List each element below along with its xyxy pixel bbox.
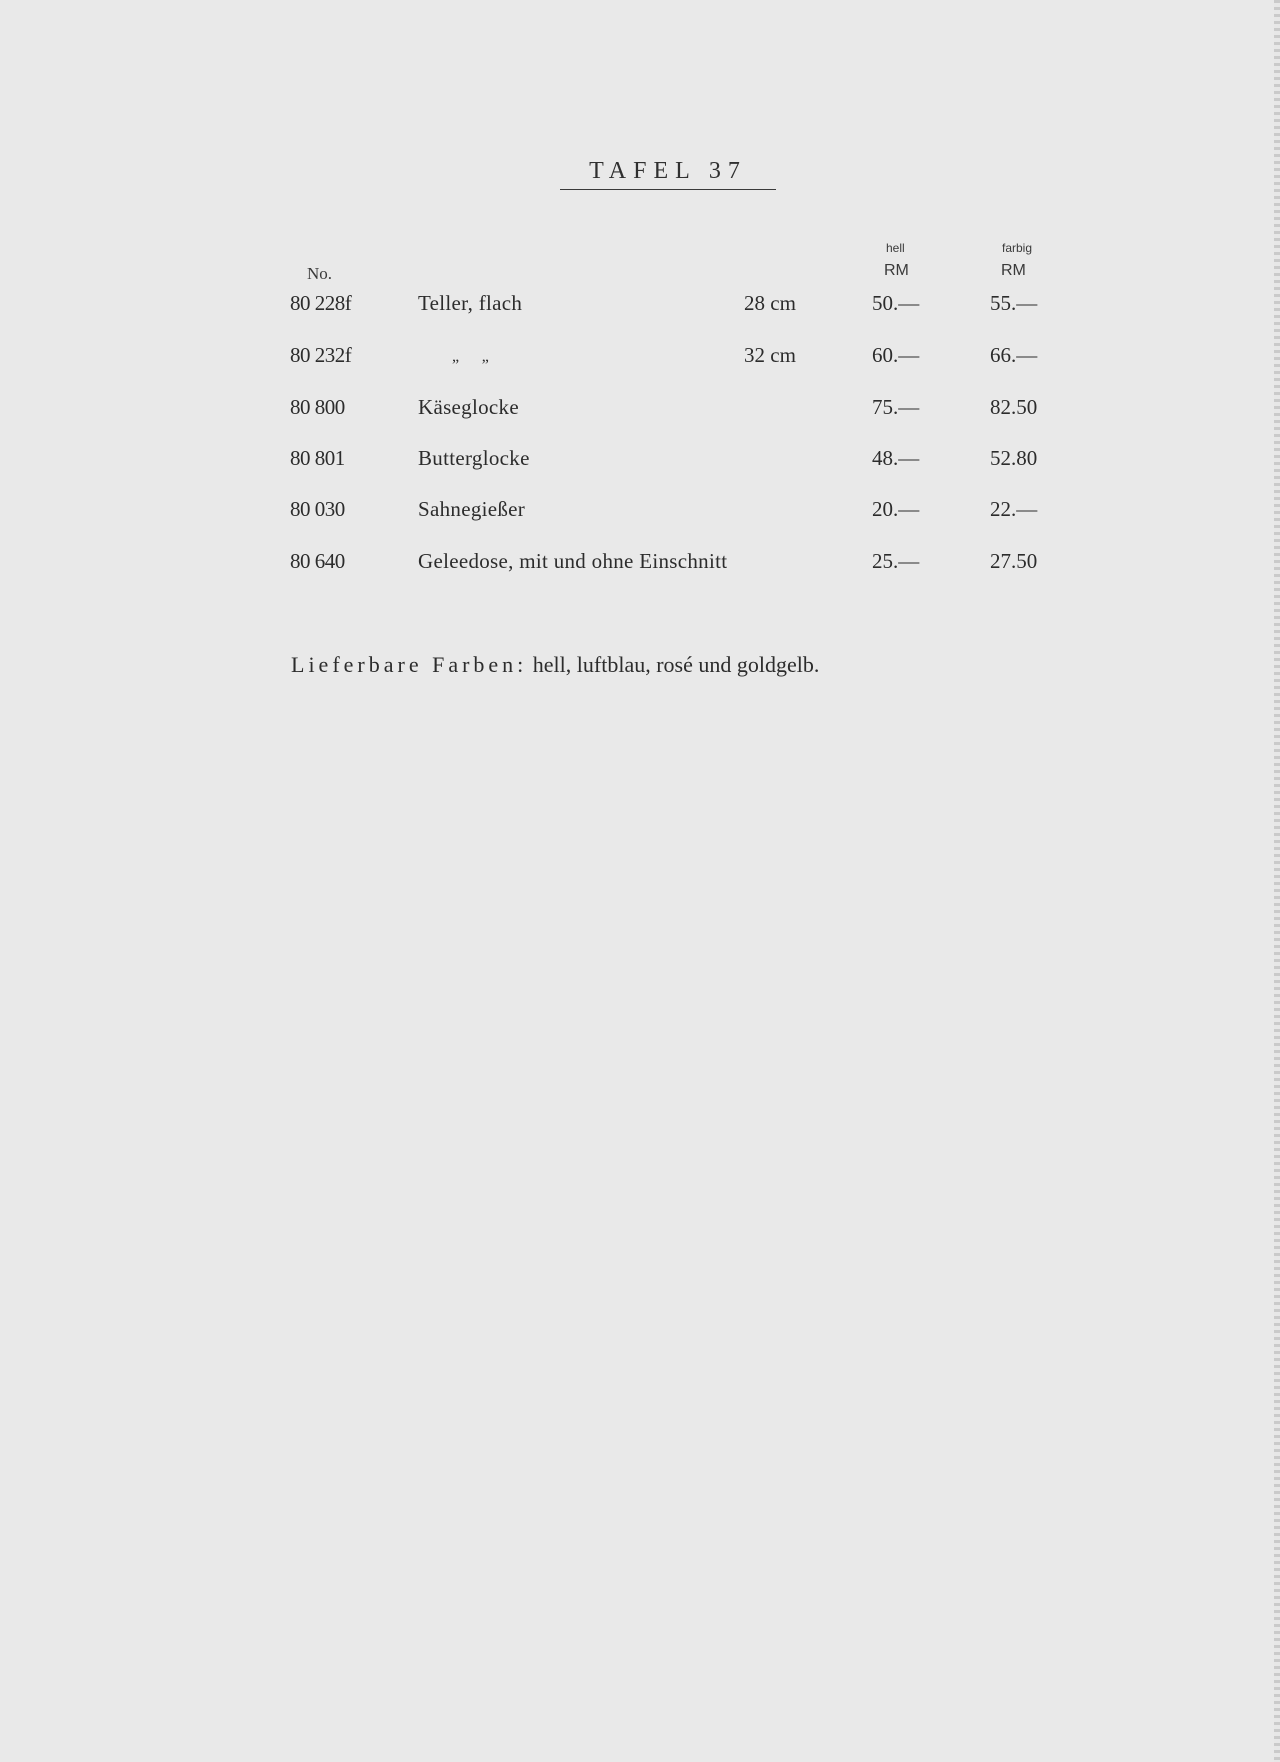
- item-number: 80 228f: [290, 291, 352, 315]
- item-name: Sahnegießer: [418, 497, 526, 521]
- table-row: [0, 395, 1280, 425]
- item-size: 32 cm: [744, 343, 796, 367]
- table-row: [0, 549, 1280, 579]
- title-underline: [560, 189, 776, 190]
- price-hell: 50.—: [872, 291, 920, 315]
- col-farbig-currency: RM: [1001, 262, 1026, 279]
- item-number: 80 640: [290, 549, 345, 573]
- item-number: 80 030: [290, 497, 345, 521]
- price-hell: 48.—: [872, 446, 920, 470]
- table-row: [0, 291, 1280, 321]
- item-size: 28 cm: [744, 291, 796, 315]
- item-number: 80 801: [290, 446, 345, 470]
- page-edge-perforation: [1274, 0, 1280, 1762]
- table-row: [0, 343, 1280, 373]
- price-farbig: 22.—: [990, 497, 1038, 521]
- available-colors-list: hell, luftblau, rosé und goldgelb.: [532, 652, 820, 677]
- table-row: [0, 497, 1280, 527]
- price-farbig: 66.—: [990, 343, 1038, 367]
- price-farbig: 55.—: [990, 291, 1038, 315]
- available-colors-note: [291, 652, 819, 678]
- item-name: „ „: [452, 348, 490, 365]
- price-farbig: 27.50: [990, 549, 1038, 573]
- col-no-label: No.: [307, 264, 333, 283]
- price-hell: 20.—: [872, 497, 920, 521]
- item-name: Teller, flach: [418, 291, 523, 315]
- item-name: Geleedose, mit und ohne Einschnitt: [418, 549, 728, 573]
- available-colors-label: Lieferbare Farben:: [291, 652, 528, 677]
- price-farbig: 82.50: [990, 395, 1038, 419]
- page-title: TAFEL 37: [589, 158, 747, 184]
- item-name: Butterglocke: [418, 446, 530, 470]
- item-number: 80 800: [290, 395, 345, 419]
- table-row: [0, 446, 1280, 476]
- col-farbig-label: farbig: [1002, 241, 1033, 255]
- price-farbig: 52.80: [990, 446, 1038, 470]
- col-hell-currency: RM: [884, 262, 909, 279]
- col-hell-label: hell: [886, 241, 905, 255]
- item-name: Käseglocke: [418, 395, 519, 419]
- price-hell: 75.—: [872, 395, 920, 419]
- price-hell: 60.—: [872, 343, 920, 367]
- price-hell: 25.—: [872, 549, 920, 573]
- item-number: 80 232f: [290, 343, 352, 367]
